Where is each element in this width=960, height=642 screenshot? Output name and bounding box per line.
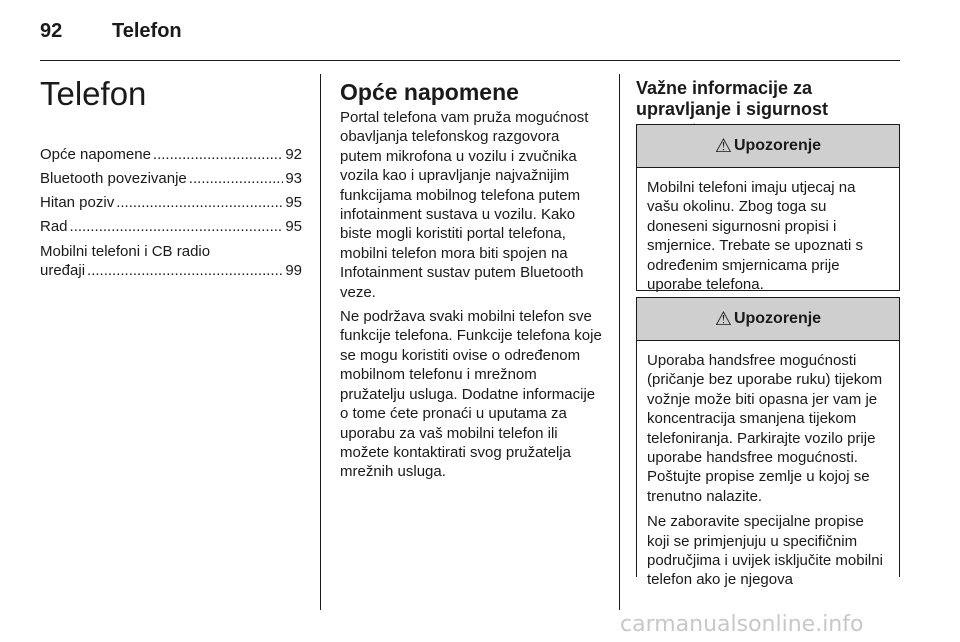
toc-item-general[interactable] [40, 143, 302, 167]
toc-item-mobile-cb[interactable] [40, 239, 302, 281]
toc-label: uređaji [40, 262, 86, 279]
toc-leader [153, 143, 283, 167]
toc-page: 92 [285, 146, 302, 163]
toc-leader [116, 191, 283, 215]
toc-column [40, 75, 302, 281]
warning-header [637, 298, 899, 341]
warning-body [637, 341, 899, 604]
toc-item-emergency-call[interactable] [40, 191, 302, 215]
warning-triangle-icon: ⚠ [714, 135, 732, 157]
watermark: carmanualsonline.info [620, 612, 864, 637]
column-divider-left [320, 74, 321, 610]
toc-item-operation[interactable] [40, 215, 302, 239]
paragraph: Mobilni telefoni imaju utjecaj na vašu okolinu. Zbog toga su doneseni sigurnosni propisi i smjernice. Trebate se upoznati s određenim smjernicama prije uporabe telefona. [647, 179, 863, 294]
warning-box [636, 124, 900, 294]
toc-label: Rad [40, 218, 68, 235]
warning-heading: Upozorenje [733, 310, 822, 327]
paragraph: Portal telefona vam pruža mogućnost obavljanja telefonskog razgovora putem mikrofona u vozilu i zvučnika vozila kao i upravljanje najvažnijim funkcijama mobilnog telefona putem infotainment sustava u vozilu. Kako biste mogli koristiti portal telefona, mobilni telefon mora biti spojen na Infotainment sustav putem Bluetooth veze. [340, 109, 589, 301]
toc-label: Opće napomene [40, 146, 151, 163]
chapter-title: Telefon [40, 75, 147, 112]
header-rule [40, 60, 900, 61]
section-title-line2: upravljanje i sigurnost [636, 99, 829, 119]
toc-item-bluetooth[interactable] [40, 167, 302, 191]
page-number: 92 [40, 20, 63, 42]
general-notes-column [340, 78, 602, 487]
toc-label: Hitan poziv [40, 194, 115, 211]
toc-page: 95 [285, 194, 302, 211]
toc-page: 95 [285, 218, 302, 235]
toc-leader [70, 215, 284, 239]
warning-heading: Upozorenje [733, 137, 822, 154]
section-title-line1: Važne informacije za [636, 78, 813, 98]
toc-leader [189, 167, 284, 191]
warning-body [637, 168, 899, 308]
warning-triangle-icon: ⚠ [714, 308, 732, 330]
warning-box [636, 297, 900, 589]
column-divider-right [619, 74, 620, 610]
section-title: Opće napomene [340, 79, 519, 105]
toc-page: 99 [285, 262, 302, 279]
paragraph: Uporaba handsfree mogućnosti (pričanje bez uporabe ruku) tijekom vožnje može biti opasna jer vam je koncentracija smanjena tijekom telefoniranja. Parkirajte vozilo prije uporabe handsfree mogućnosti. Poštujte propise zemlje u kojoj se trenutno nalazite. [647, 352, 883, 505]
toc-page: 93 [285, 170, 302, 187]
toc-label-line1: Mobilni telefoni i CB radio [40, 243, 211, 260]
paragraph: Ne podržava svaki mobilni telefon sve funkcije telefona. Funkcije telefona koje se mogu koristiti ovise o određenom mobilnom telefonu i mrežnom pružatelju usluga. Dodatne informacije o tome ćete pronaći u uputama za uporabu za vaš mobilni telefon ili možete kontaktirati svog pružatelja mrežnih usluga. [340, 308, 602, 481]
warning-header [637, 125, 899, 168]
toc-label: Bluetooth povezivanje [40, 170, 187, 187]
running-header-title: Telefon [112, 20, 182, 42]
paragraph: Ne zaboravite specijalne propise koji se primjenjuju u specifičnim područjima i uvijek isključite mobilni telefon ako je njegova [647, 513, 883, 589]
toc-leader [87, 261, 283, 281]
